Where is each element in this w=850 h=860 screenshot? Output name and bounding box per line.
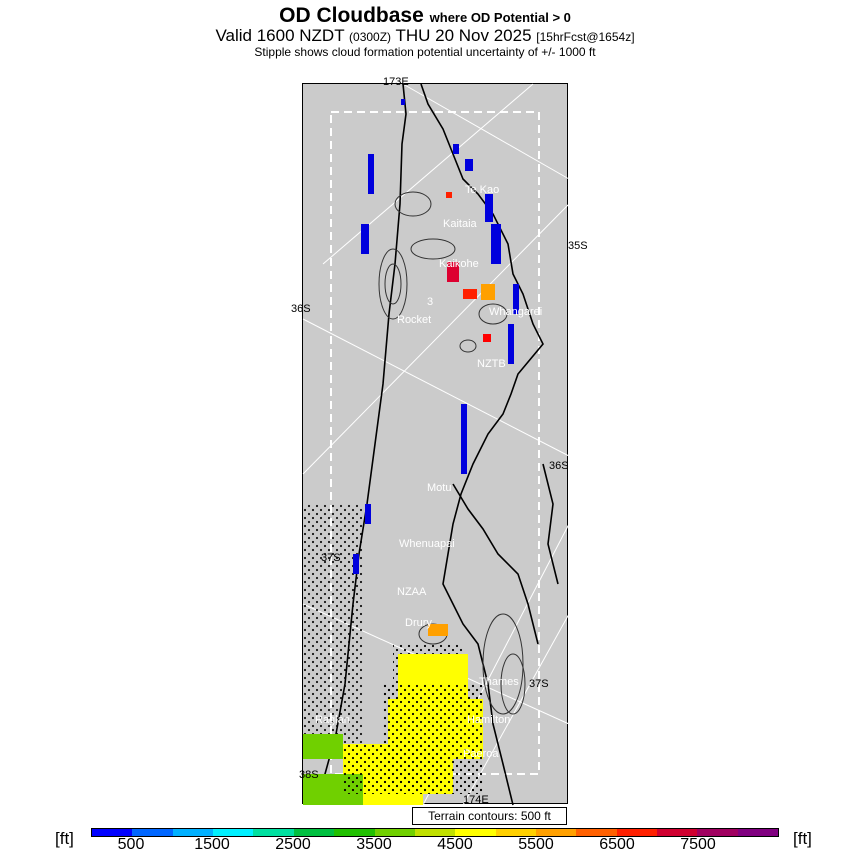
town-label: Hamilton bbox=[467, 714, 511, 726]
town-label: Kaitaia bbox=[443, 218, 477, 230]
colorbar-segment bbox=[657, 829, 697, 836]
zulu-time: (0300Z) bbox=[349, 30, 392, 44]
colorbar-tick: 3500 bbox=[356, 836, 392, 853]
colorbar-segment bbox=[294, 829, 334, 836]
town-label: Raglan bbox=[315, 714, 350, 726]
colorbar-segment bbox=[697, 829, 737, 836]
colorbar-tick: 2500 bbox=[275, 836, 311, 853]
lat-label-37s-right: 37S bbox=[529, 678, 549, 690]
map-panel bbox=[291, 76, 588, 806]
chart-title bbox=[0, 4, 850, 28]
valid-time: Valid 1600 NZDT bbox=[215, 26, 345, 45]
town-label: Whangarei bbox=[489, 306, 543, 318]
forecast-info: [15hrFcst@1654z] bbox=[536, 30, 635, 44]
colorbar-segment bbox=[455, 829, 495, 836]
lat-label-36s-left: 36S bbox=[291, 303, 311, 315]
town-label: Whenuapai bbox=[399, 538, 455, 550]
valid-date: THU 20 Nov 2025 bbox=[395, 26, 532, 45]
town-label: Te Kao bbox=[465, 184, 500, 196]
colorbar-tick: 1500 bbox=[194, 836, 230, 853]
colorbar-tick: 4500 bbox=[437, 836, 473, 853]
lat-label-36s-right: 36S bbox=[549, 460, 569, 472]
colorbar-segment bbox=[375, 829, 415, 836]
town-label: 3 bbox=[427, 296, 434, 308]
stipple-overlay-2 bbox=[343, 744, 443, 794]
unit-left: [ft] bbox=[55, 829, 74, 848]
colorbar-tick: 7500 bbox=[680, 836, 716, 853]
subtitle: Stipple shows cloud formation potential uncertainty of +/- 1000 ft bbox=[254, 45, 596, 59]
colorbar-segment bbox=[253, 829, 293, 836]
town-label: NZTB bbox=[477, 358, 506, 370]
colorbar-segment bbox=[334, 829, 374, 836]
colorbar-segment bbox=[132, 829, 172, 836]
town-label: Thames bbox=[479, 676, 519, 688]
map-svg bbox=[303, 84, 569, 805]
town-label: NZAA bbox=[397, 586, 427, 598]
title-suffix: where OD Potential > 0 bbox=[429, 10, 571, 25]
colorbar-segment bbox=[415, 829, 455, 836]
valid-line bbox=[0, 26, 850, 46]
town-label: Rocket bbox=[397, 314, 432, 326]
lat-label-35s: 35S bbox=[568, 240, 588, 252]
lat-label-38s: 38S bbox=[299, 769, 319, 781]
colorbar-segment bbox=[92, 829, 132, 836]
colorbar-segment bbox=[213, 829, 253, 836]
town-label: Drury bbox=[405, 617, 432, 629]
colorbar-tick: 5500 bbox=[518, 836, 554, 853]
colorbar-tick: 500 bbox=[117, 836, 145, 853]
colorbar-tick: 6500 bbox=[599, 836, 635, 853]
colorbar-segment bbox=[173, 829, 213, 836]
lat-label-37s-left: 37S bbox=[321, 552, 341, 564]
colorbar-segment bbox=[536, 829, 576, 836]
lon-label-174e: 174E bbox=[463, 794, 489, 806]
colorbar-segment bbox=[496, 829, 536, 836]
colorbar-segment bbox=[738, 829, 778, 836]
cloudbase-blue-cells bbox=[353, 99, 519, 574]
colorbar-segment bbox=[576, 829, 616, 836]
colorbar-segment bbox=[617, 829, 657, 836]
title-main: OD Cloudbase bbox=[279, 4, 424, 27]
town-label: Kaikohe bbox=[439, 258, 479, 270]
town-label: Motu bbox=[427, 482, 452, 494]
town-label: Paeroa bbox=[463, 748, 499, 760]
unit-right: [ft] bbox=[793, 829, 812, 848]
lon-label-173e: 173E bbox=[383, 76, 409, 88]
contour-note: Terrain contours: 500 ft bbox=[412, 807, 567, 825]
